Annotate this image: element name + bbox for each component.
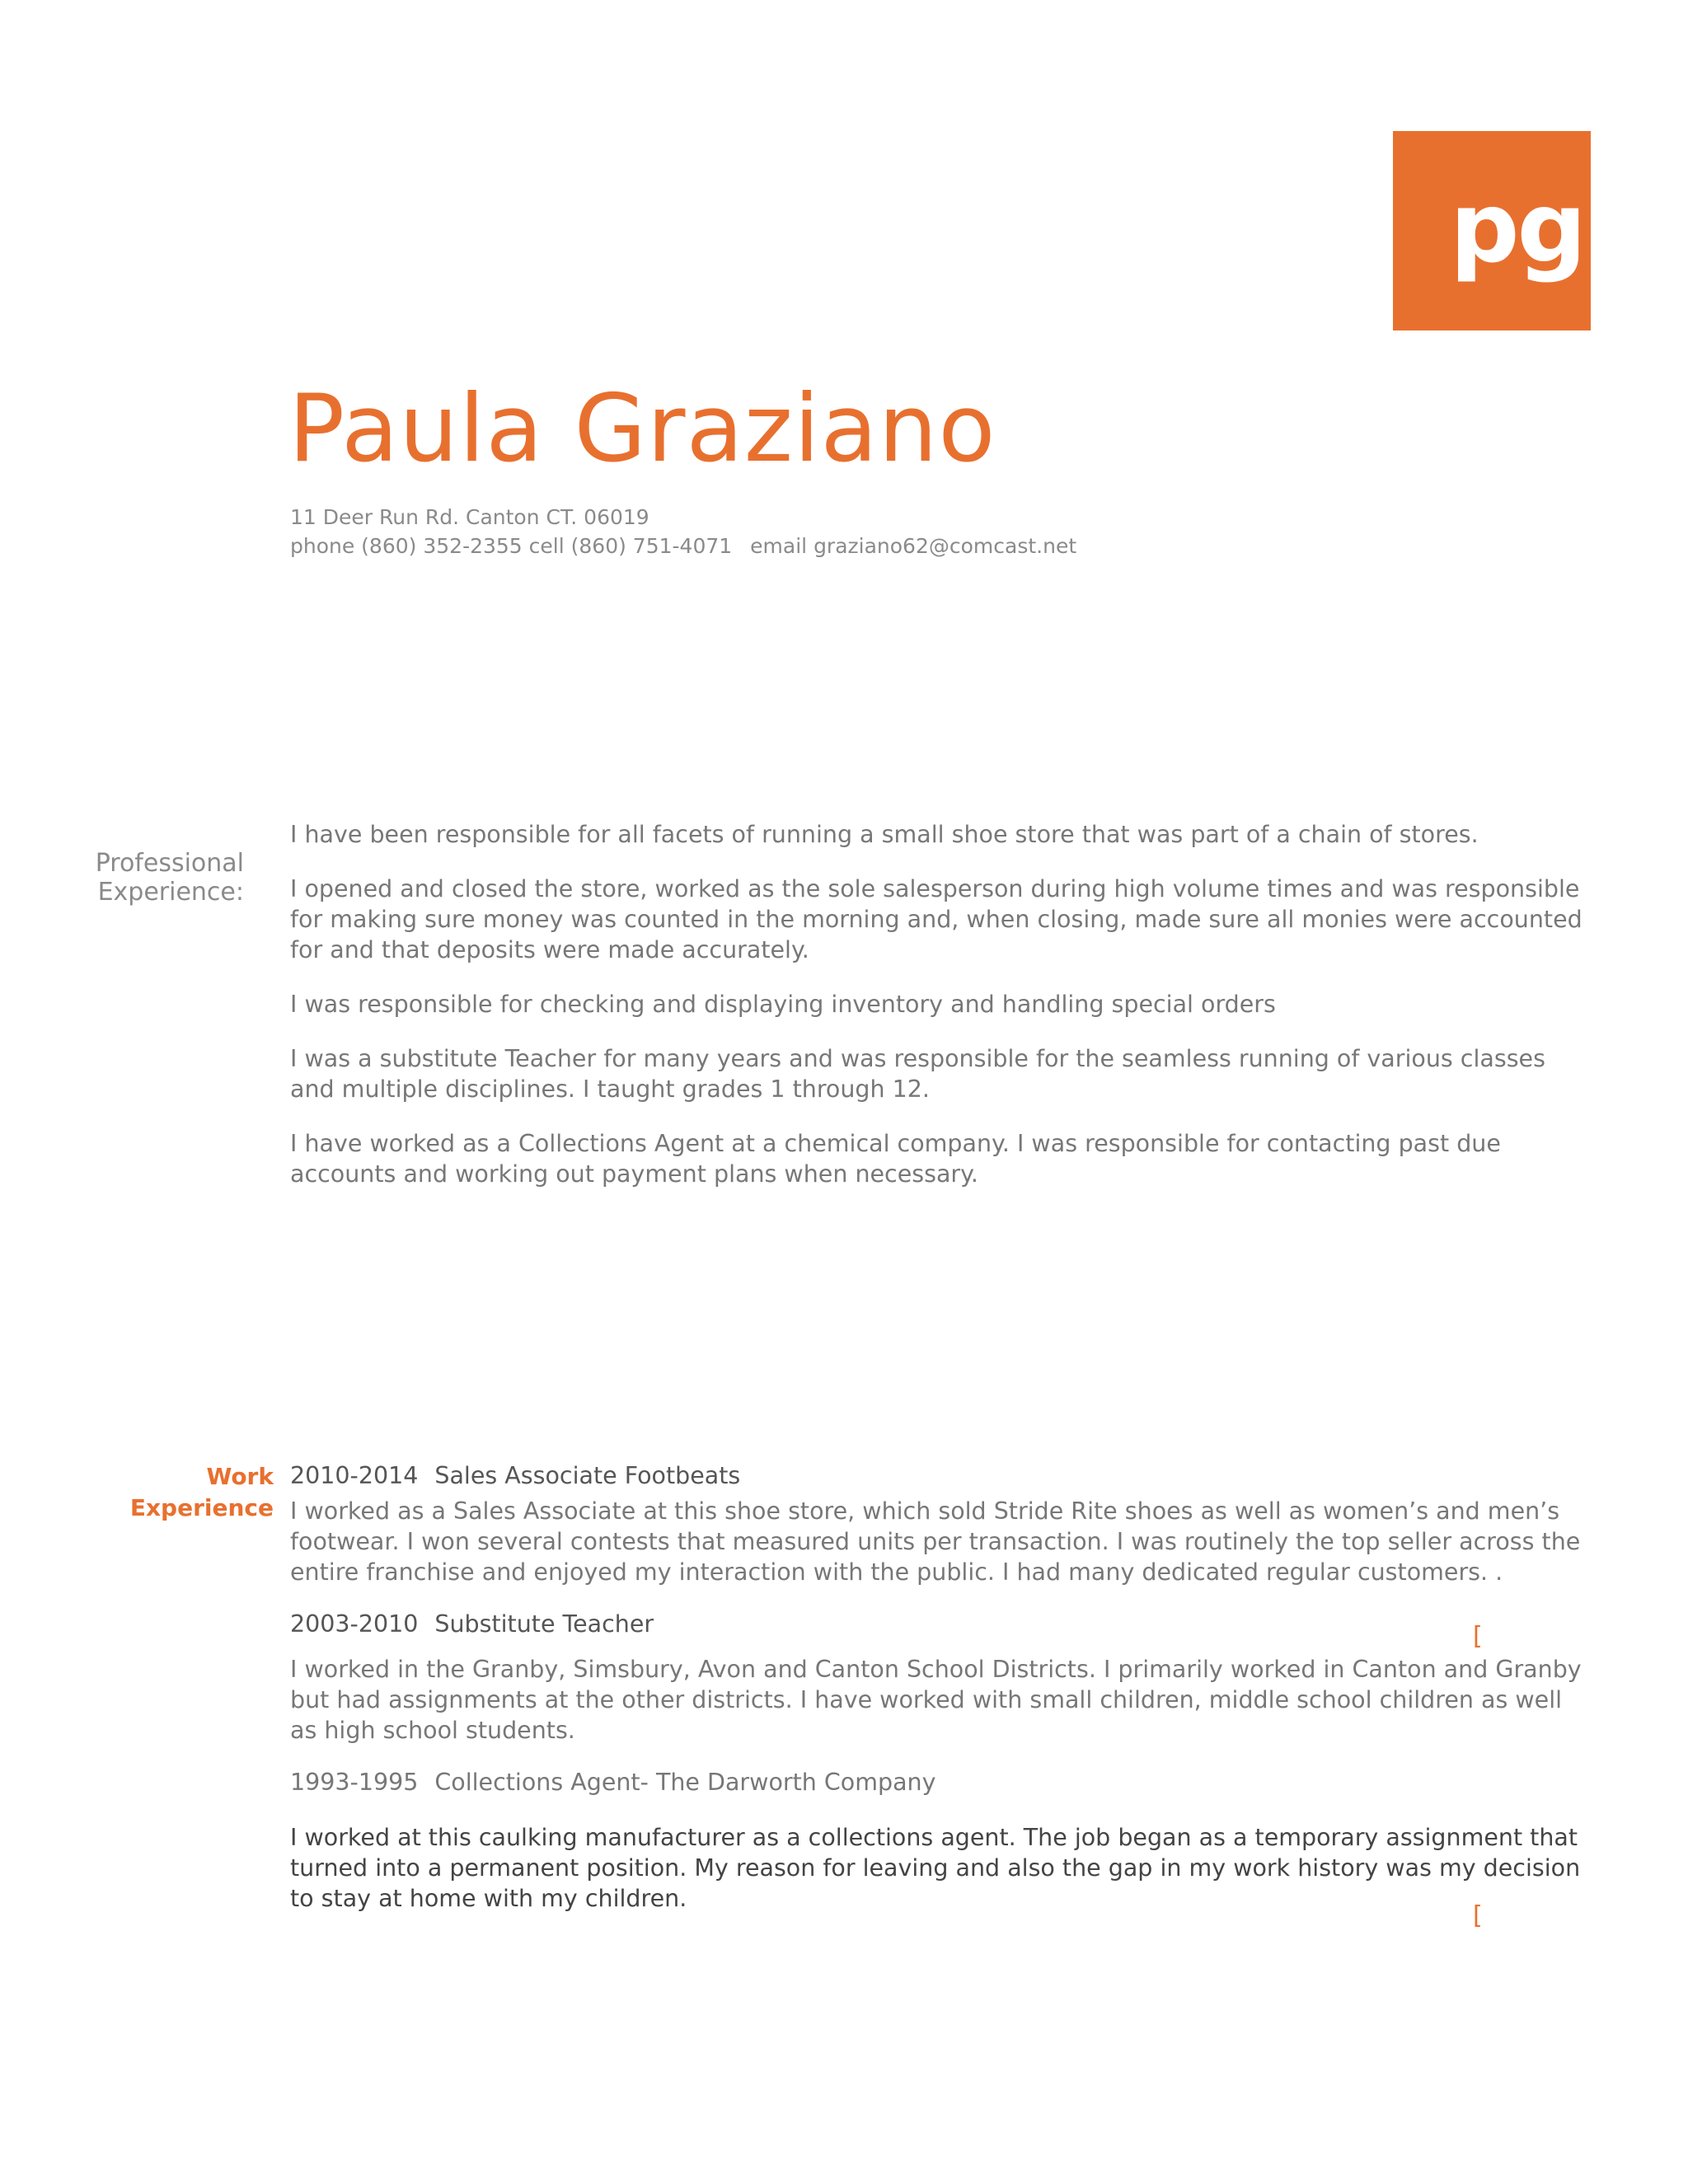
applicant-name: Paula Graziano: [288, 374, 996, 483]
job-heading: [290, 1609, 1592, 1639]
job-description: I worked in the Granby, Simsbury, Avon and Canton School Districts. I primarily worked in Canton and Granby but had assignments at the other districts. I have worked with small children, middle school children as well as high school students.: [290, 1656, 1582, 1744]
work-experience-section: [290, 1460, 1592, 1914]
job-years: 1993-1995: [290, 1769, 419, 1796]
professional-paragraph: I was a substitute Teacher for many years and was responsible for the seamless running of various classes and multiple disciplines. I taught grades 1 through 12.: [290, 1045, 1545, 1103]
work-experience-label: [49, 1461, 274, 1524]
job-title: Sales Associate Footbeats: [434, 1462, 741, 1489]
contact-line: [290, 533, 1076, 560]
professional-paragraph: I have been responsible for all facets of running a small shoe store that was part of a chain of stores.: [290, 821, 1479, 848]
monogram-text: pg: [1450, 171, 1584, 284]
bracket-mark: [: [1473, 1901, 1483, 1930]
professional-experience-section: [290, 819, 1592, 1213]
professional-experience-label: Professional Experience:: [95, 849, 244, 907]
phone-numbers: phone (860) 352-2355 cell (860) 751-4071: [290, 534, 733, 558]
professional-paragraph: I have worked as a Collections Agent at a chemical company. I was responsible for contacting past due accounts and working out payment plans when necessary.: [290, 1130, 1501, 1188]
job-title: Collections Agent- The Darworth Company: [434, 1769, 936, 1796]
monogram-logo: [1393, 131, 1591, 330]
job-heading: [290, 1460, 1592, 1491]
email-address: email graziano62@comcast.net: [750, 534, 1077, 558]
job-heading: [290, 1767, 1592, 1797]
professional-paragraph: I opened and closed the store, worked as the sole salesperson during high volume times and was responsible for making sure money was counted in the morning and, when closing, made sure all monies were accounted for and that deposits were made accurately.: [290, 875, 1582, 963]
job-description: I worked as a Sales Associate at this shoe store, which sold Stride Rite shoes as well as women’s and men’s footwear. I won several contests that measured units per transaction. I was routinely the top seller across the entire franchise and enjoyed my interaction with the public. I had many dedicated regular customers. .: [290, 1497, 1581, 1586]
job-years: 2003-2010: [290, 1610, 419, 1638]
bracket-mark: [: [1473, 1622, 1483, 1651]
work-label-line: Work: [206, 1463, 274, 1490]
professional-paragraph: I was responsible for checking and displaying inventory and handling special orders: [290, 991, 1276, 1018]
job-years: 2010-2014: [290, 1462, 419, 1489]
job-title: Substitute Teacher: [434, 1610, 654, 1638]
address-line: 11 Deer Run Rd. Canton CT. 06019: [290, 505, 649, 529]
job-description: I worked at this caulking manufacturer as a collections agent. The job began as a temporary assignment that turned into a permanent position. My reason for leaving and also the gap in my work history was my decision to stay at home with my children.: [290, 1824, 1581, 1912]
work-label-line: Experience: [129, 1494, 274, 1521]
